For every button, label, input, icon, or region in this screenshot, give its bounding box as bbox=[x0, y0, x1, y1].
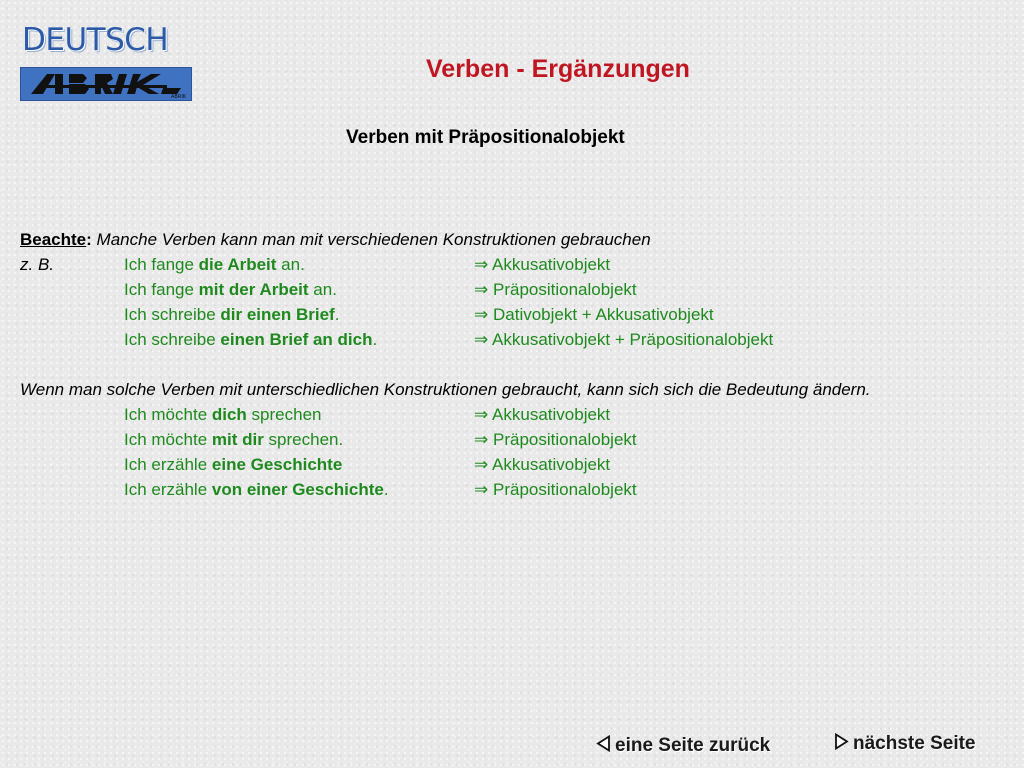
meaning-change-statement: Wenn man solche Verben mit unterschiedlichen Konstruktionen gebraucht, kann sich sich die Bedeutung ändern. bbox=[20, 380, 871, 399]
note-label: Beachte: bbox=[20, 230, 92, 249]
implies-arrow-icon: ⇒ bbox=[474, 480, 489, 499]
example-sentence: Ich schreibe einen Brief an dich. bbox=[124, 330, 378, 349]
previous-page-label: eine Seite zurück bbox=[615, 735, 771, 756]
example-result: ⇒ Akkusativobjekt bbox=[474, 455, 611, 474]
logo-title: DEUTSCH bbox=[22, 22, 169, 58]
page-title: Verben - Ergänzungen bbox=[426, 55, 690, 83]
implies-arrow-icon: ⇒ bbox=[474, 330, 489, 349]
example-sentence: Ich möchte dich sprechen bbox=[124, 405, 322, 424]
example-sentence: Ich erzähle eine Geschichte bbox=[124, 455, 343, 474]
example-result: ⇒ Präpositionalobjekt bbox=[474, 480, 637, 499]
example-result: ⇒ Dativobjekt + Akkusativobjekt bbox=[474, 305, 714, 324]
section-subtitle: Verben mit Präpositionalobjekt bbox=[346, 127, 625, 148]
example-result: ⇒ Akkusativobjekt bbox=[474, 255, 611, 274]
example-sentence: Ich möchte mit dir sprechen. bbox=[124, 430, 344, 449]
note-text: Manche Verben kann man mit verschiedenen Konstruktionen gebrauchen bbox=[96, 230, 651, 249]
example-sentence: Ich erzähle von einer Geschichte. bbox=[124, 480, 389, 499]
implies-arrow-icon: ⇒ bbox=[474, 255, 489, 274]
example-result: ⇒ Akkusativobjekt + Präpositionalobjekt bbox=[474, 330, 774, 349]
implies-arrow-icon: ⇒ bbox=[474, 305, 489, 324]
implies-arrow-icon: ⇒ bbox=[474, 280, 489, 299]
example-result: ⇒ Präpositionalobjekt bbox=[474, 280, 637, 299]
triangle-left-icon bbox=[596, 735, 611, 758]
example-marker: z. B. bbox=[20, 255, 55, 274]
next-page-link[interactable] bbox=[834, 733, 976, 756]
next-page-label: nächste Seite bbox=[853, 733, 976, 754]
example-sentence: Ich schreibe dir einen Brief. bbox=[124, 305, 340, 324]
implies-arrow-icon: ⇒ bbox=[474, 455, 489, 474]
implies-arrow-icon: ⇒ bbox=[474, 405, 489, 424]
implies-arrow-icon: ⇒ bbox=[474, 430, 489, 449]
example-result: ⇒ Akkusativobjekt bbox=[474, 405, 611, 424]
abrik-wordmark-icon bbox=[21, 68, 191, 100]
previous-page-link[interactable] bbox=[596, 735, 770, 758]
example-sentence: Ich fange die Arbeit an. bbox=[124, 255, 305, 274]
logo-wordmark-box bbox=[20, 67, 192, 101]
example-sentence: Ich fange mit der Arbeit an. bbox=[124, 280, 337, 299]
svg-text:ABRIK: ABRIK bbox=[171, 94, 187, 100]
example-result: ⇒ Präpositionalobjekt bbox=[474, 430, 637, 449]
deutsch-abrik-logo bbox=[20, 22, 192, 100]
note-line bbox=[20, 229, 651, 251]
triangle-right-icon bbox=[834, 733, 849, 756]
